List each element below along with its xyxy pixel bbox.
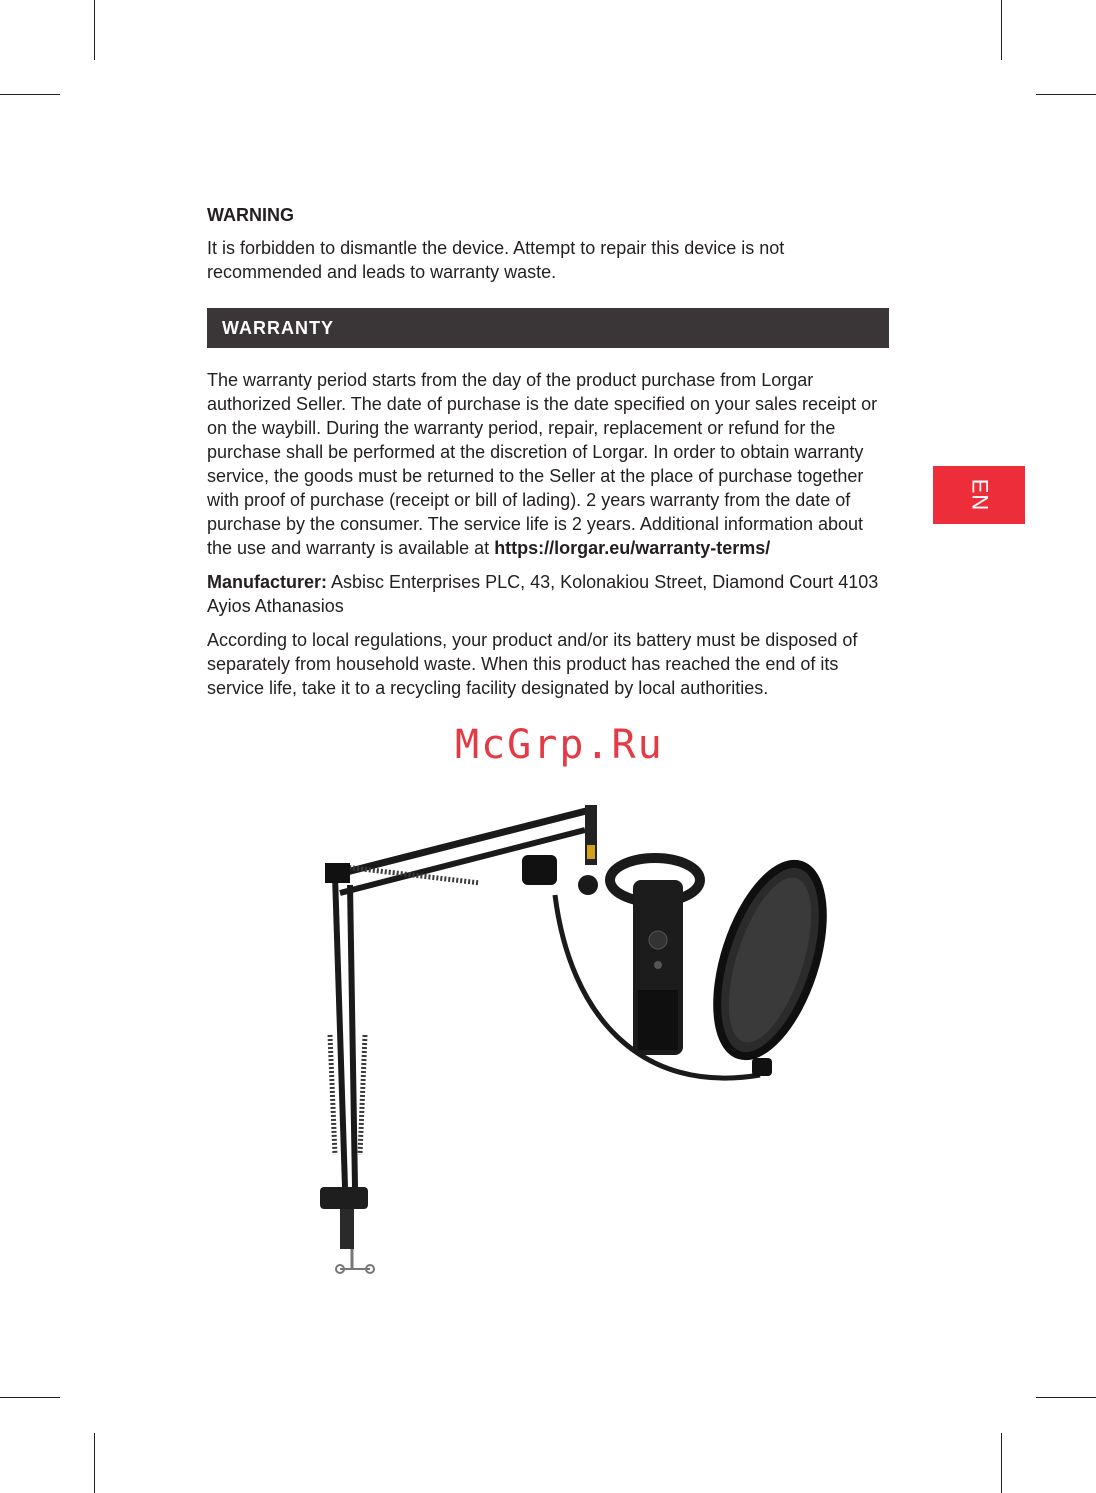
language-label: EN <box>967 478 992 512</box>
language-tab <box>933 466 1025 524</box>
microphone-body <box>633 880 683 1055</box>
manufacturer-text: Asbisc Enterprises PLC, 43, Kolonakiou Street, Diamond Court 4103 Ayios Athanasios <box>207 572 879 616</box>
warranty-terms-link[interactable]: https://lorgar.eu/warranty-terms/ <box>494 538 771 558</box>
crop-mark <box>1036 94 1096 95</box>
manufacturer-label: Manufacturer: <box>207 572 328 592</box>
upper-arm <box>325 810 590 893</box>
warranty-section-bar <box>207 308 889 348</box>
disposal-paragraph: According to local regulations, your product and/or its battery must be disposed of separately from household waste. When this product has reached the end of its service life, take it to a recycling facility designated by local authorities. <box>207 630 858 698</box>
warranty-heading: WARRANTY <box>222 318 334 338</box>
crop-mark <box>0 1397 60 1398</box>
crop-mark <box>0 94 60 95</box>
warning-text: It is forbidden to dismantle the device. Attempt to repair this device is not recommended and leads to warranty waste. <box>207 238 785 282</box>
watermark: McGrp.Ru <box>455 722 664 768</box>
crop-mark <box>1001 1433 1002 1493</box>
microphone-illustration <box>300 775 840 1295</box>
crop-mark <box>1001 0 1002 60</box>
warranty-text: The warranty period starts from the day of the product purchase from Lorgar authorized Seller. The date of purchase is the date specified on your sales receipt or on the waybill. During the warranty period, repair, replacement or refund for the purchase shall be performed at the discretion of Lorgar. In order to obtain warranty service, the goods must be returned to the Seller at the place of purchase together with proof of purchase (receipt or bill of lading). 2 years warranty from the date of purchase by the consumer. The service life is 2 years. Additional information about the use and warranty is available at <box>207 370 878 558</box>
pop-filter <box>696 851 840 1076</box>
crop-mark <box>94 1433 95 1493</box>
crop-mark <box>1036 1397 1096 1398</box>
manufacturer-paragraph <box>207 570 889 618</box>
warning-heading: WARNING <box>207 205 294 225</box>
warranty-paragraph <box>207 368 889 560</box>
desk-clamp <box>320 1187 374 1273</box>
page-content <box>207 203 889 710</box>
lower-arm <box>330 875 365 1187</box>
mic-mount <box>578 805 598 895</box>
crop-mark <box>94 0 95 60</box>
